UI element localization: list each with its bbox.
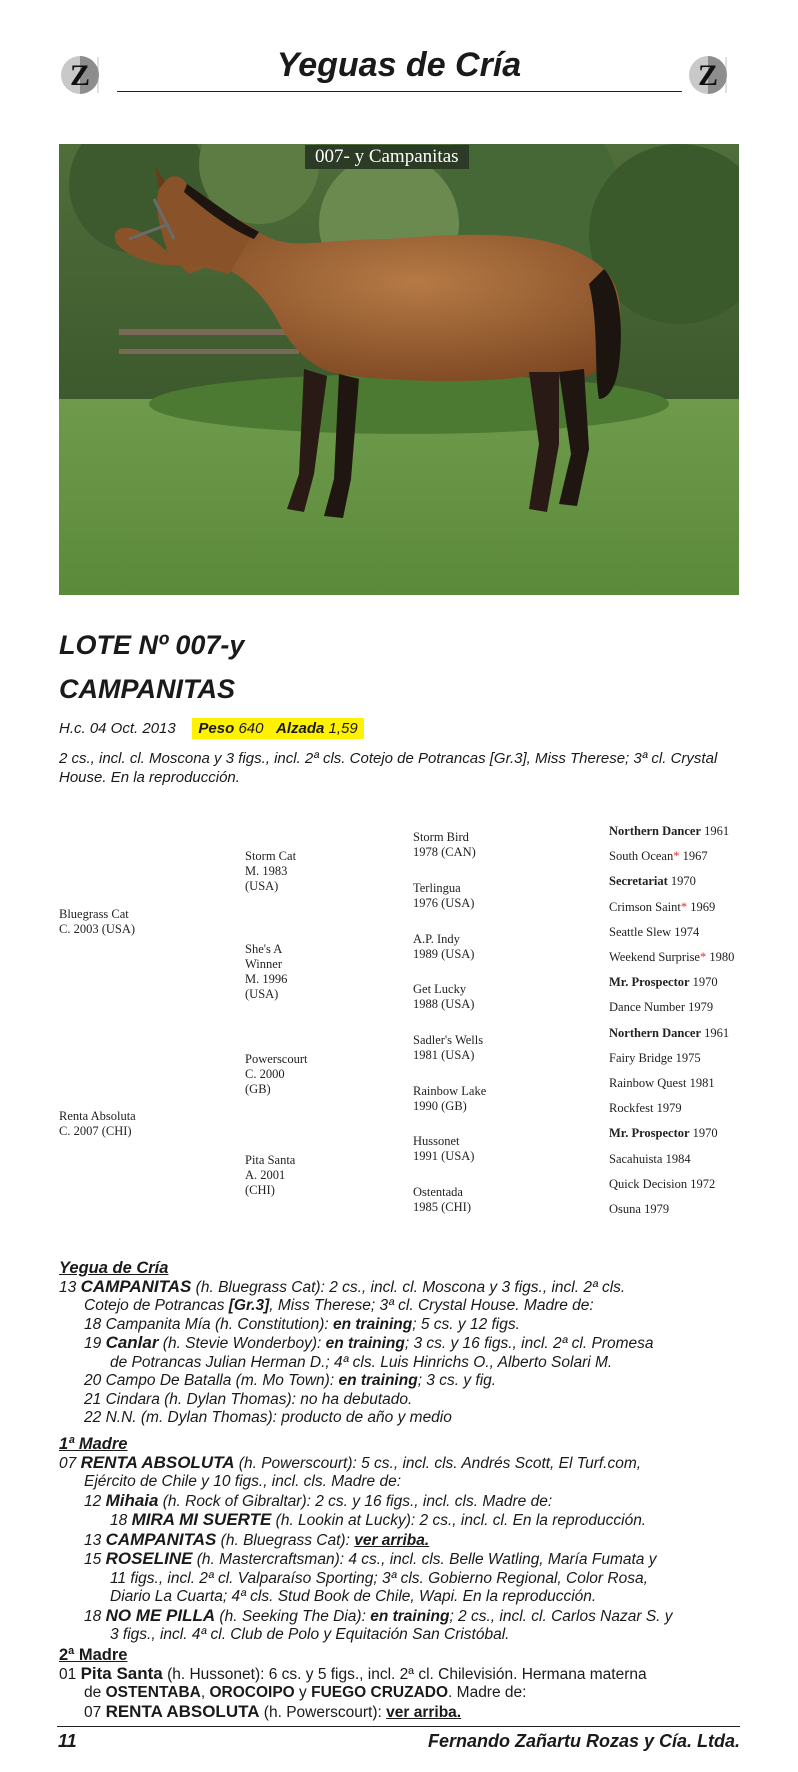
birth-info: H.c. 04 Oct. 2013 [59,720,176,737]
pedigree-gen2: Pita Santa A. 2001 (CHI) [245,1153,296,1197]
pedigree-gen3: Sadler's Wells 1981 (USA) [413,1033,484,1062]
section-heading: 1ª Madre [59,1435,128,1453]
pedigree-gen4-entry: South Ocean* 1967 [609,849,708,864]
lot-number: LOTE Nº 007-y [59,630,245,660]
pedigree-gen4-entry: Crimson Saint* 1969 [609,899,716,914]
offspring-campanitas: 13 CAMPANITAS (h. Bluegrass Cat): ver arriba. [84,1529,430,1549]
section-heading: 2ª Madre [59,1646,128,1664]
section-madre1 [59,1435,759,1645]
header-rule [117,91,682,92]
offspring-entry: 22 N.N. (m. Dylan Thomas): producto de año y medio [84,1409,452,1426]
pedigree-gen3: Rainbow Lake 1990 (GB) [413,1084,487,1113]
offspring-cont: Diario La Cuarta; 4ª cls. Stud Book de Chile, Wapi. En la reproducción. [110,1588,597,1605]
granddam-siblings: de OSTENTABA, OROCOIPO y FUEGO CRUZADO. Madre de: [84,1684,527,1701]
offspring-list [59,1316,759,1428]
pedigree-gen4-entry: Mr. Prospector 1970 [609,975,718,990]
offspring-entry: 18 Campanita Mía (h. Constitution): en training; 5 cs. y 12 figs. [84,1315,520,1333]
pedigree-gen3: Hussonet 1991 (USA) [413,1134,475,1163]
mare-entry-cont: Cotejo de Potrancas [Gr.3], Miss Therese; 3ª cl. Crystal House. Madre de: [84,1297,594,1314]
pedigree-gen4-entry: Sacahuista 1984 [609,1151,691,1166]
lot-name: CAMPANITAS [59,674,235,704]
weight-value: 640 [238,720,264,737]
mare-entry: 13 CAMPANITAS (h. Bluegrass Cat): 2 cs., incl. cl. Moscona y 3 figs., incl. 2ª cls. [59,1276,626,1296]
pedigree-dam: Renta Absoluta C. 2007 (CHI) [59,1109,136,1138]
granddam-entry: 01 Pita Santa (h. Hussonet): 6 cs. y 5 figs., incl. 2ª cl. Chilevisión. Hermana materna [59,1663,647,1683]
offspring-entry: 19 Canlar (h. Stevie Wonderboy): en training; 3 cs. y 16 figs., incl. 2ª cl. Promesa [84,1333,654,1352]
pedigree-gen3: A.P. Indy 1989 (USA) [413,932,475,961]
offspring-roseline: 15 ROSELINE (h. Mastercraftsman): 4 cs., incl. cls. Belle Watling, María Fumata y [84,1549,657,1568]
pedigree-gen4-entry: Secretariat 1970 [609,874,696,889]
height-label: Alzada [275,720,325,737]
pedigree-gen2: Powerscourt C. 2000 (GB) [245,1052,308,1096]
pedigree-gen3: Terlingua 1976 (USA) [413,881,475,910]
dam-entry: 07 RENTA ABSOLUTA (h. Powerscourt): 5 cs., incl. cls. Andrés Scott, El Turf.com, [59,1452,642,1472]
lot-summary: 2 cs., incl. cl. Moscona y 3 figs., incl. 2ª cls. Cotejo de Potrancas [Gr.3], Miss Therese; 3ª cl. Crystal House. En la reproducción. [59,750,718,786]
offspring-mihaia: 12 Mihaia (h. Rock of Gibraltar): 2 cs. y 16 figs., incl. cls. Madre de: [84,1490,553,1510]
granddam-offspring: 07 RENTA ABSOLUTA (h. Powerscourt): ver arriba. [84,1701,462,1721]
section-heading: Yegua de Cría [59,1259,169,1277]
company-name: Fernando Zañartu Rozas y Cía. Ltda. [427,1731,740,1751]
measurements-badge [192,718,363,739]
pedigree-sire: Bluegrass Cat C. 2003 (USA) [59,907,136,936]
pedigree-gen4-entry: Rockfest 1979 [609,1101,682,1116]
pedigree-gen4-entry: Weekend Surprise* 1980 [609,950,735,964]
offspring-nomepilla: 18 NO ME PILLA (h. Seeking The Dia): en training; 2 cs., incl. cl. Carlos Nazar S. y [84,1605,673,1625]
pedigree-gen4-entry: Quick Decision 1972 [609,1176,716,1191]
pedigree-gen4-entry: Mr. Prospector 1970 [609,1126,718,1141]
pedigree-gen4-entry: Seattle Slew 1974 [609,924,700,939]
offspring-entry-cont: de Potrancas Julian Herman D.; 4ª cls. Luis Hinrichs O., Alberto Solari M. [110,1353,613,1371]
horse-photo [59,144,739,595]
pedigree-gen4-entry: Fairy Bridge 1975 [609,1050,701,1065]
ver-arriba-link[interactable]: ver arriba. [354,1531,430,1549]
offspring-entry: 20 Campo De Batalla (m. Mo Town): en training; 3 cs. y fig. [84,1372,497,1389]
svg-text:Z: Z [697,59,719,92]
lot-meta [59,720,364,737]
page-title: Yeguas de Cría [276,46,522,84]
pedigree-gen2: She's A Winner M. 1996 (USA) [245,942,288,1001]
svg-text:Z: Z [69,59,91,92]
horse-illustration [59,144,739,595]
offspring-cont: 3 figs., incl. 4ª cl. Club de Polo y Equitación San Cristóbal. [110,1626,510,1643]
pedigree-gen2: Storm Cat M. 1983 (USA) [245,849,297,893]
height-value: 1,59 [328,720,358,737]
pedigree-gen4-entry: Northern Dancer 1961 [609,1025,730,1040]
page-number: 11 [58,1731,77,1751]
footer-rule [57,1726,740,1727]
section-yegua [59,1259,759,1428]
ver-arriba-link[interactable]: ver arriba. [386,1703,462,1721]
offspring-cont: 11 figs., incl. 2ª cl. Valparaíso Sporting; 3ª cls. Gobierno Regional, Color Rosa, [110,1569,648,1587]
section-madre2 [59,1646,759,1722]
weight-label: Peso [198,720,235,737]
dam-entry-cont: Ejército de Chile y 10 figs., incl. cls. Madre de: [84,1473,402,1490]
pedigree-gen3: Get Lucky 1988 (USA) [413,982,475,1011]
pedigree-gen3: Ostentada 1985 (CHI) [413,1185,471,1214]
pedigree-gen4-entry: Dance Number 1979 [609,1000,714,1015]
pedigree-gen4-entry: Rainbow Quest 1981 [609,1076,715,1090]
offspring-entry: 21 Cindara (h. Dylan Thomas): no ha debutado. [84,1390,413,1408]
offspring-mira: 18 MIRA MI SUERTE (h. Lookin at Lucky): 2 cs., incl. cl. En la reproducción. [110,1510,647,1529]
pedigree-gen4-entry: Northern Dancer 1961 [609,824,730,838]
photo-caption: 007- y Campanitas [305,145,469,169]
pedigree-gen4-entry: Osuna 1979 [609,1202,670,1216]
pedigree-gen3: Storm Bird 1978 (CAN) [413,830,476,859]
